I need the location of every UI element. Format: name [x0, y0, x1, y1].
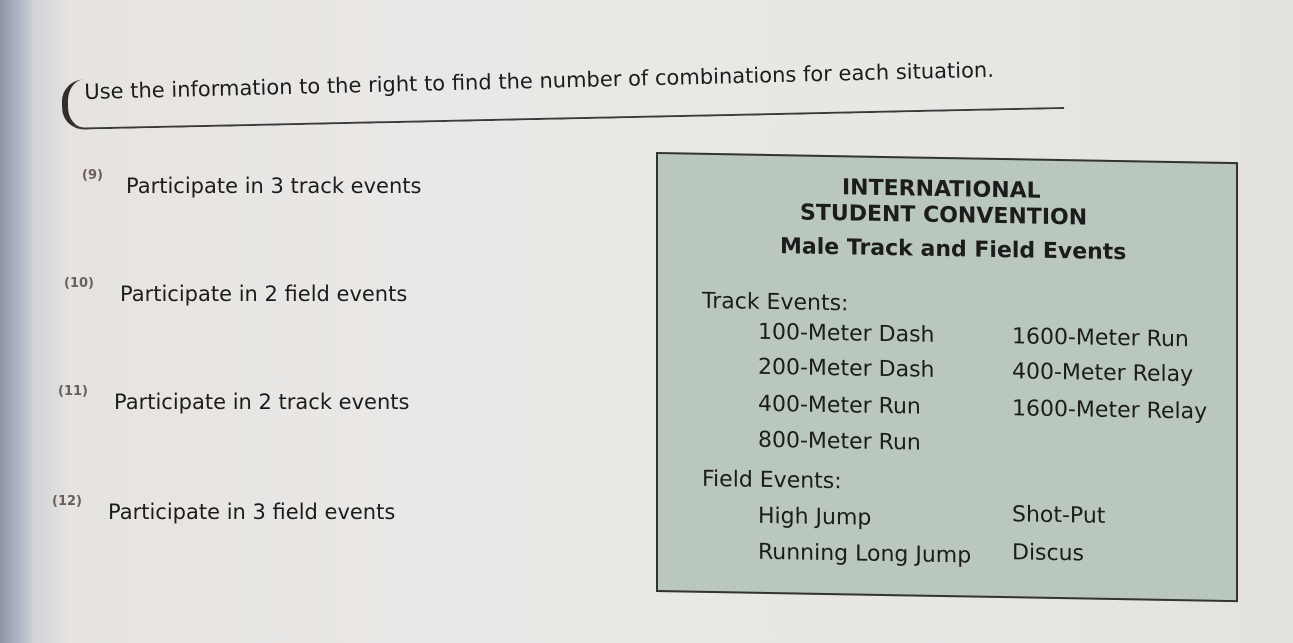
field-heading: Field Events: [702, 466, 842, 495]
book-spine-shadow [0, 0, 34, 643]
problem-number: (10) [64, 276, 94, 291]
instruction-text: Use the information to the right to find the number of combinations for each situation. [84, 57, 995, 104]
track-event: 200-Meter Dash [758, 354, 935, 383]
problem-number: (9) [82, 168, 103, 183]
box-title-line2: STUDENT CONVENTION [800, 200, 1088, 231]
info-box [656, 152, 1238, 602]
problem-text: Participate in 3 field events [108, 500, 396, 524]
track-event: 1600-Meter Relay [1012, 396, 1208, 425]
track-event: 100-Meter Dash [758, 319, 935, 348]
field-event: Shot-Put [1012, 502, 1106, 529]
problem-text: Participate in 2 field events [120, 282, 408, 306]
field-event: High Jump [758, 503, 872, 531]
track-event: 800-Meter Run [758, 427, 921, 456]
track-event: 1600-Meter Run [1012, 324, 1189, 353]
problem-number: (11) [58, 384, 88, 399]
track-heading: Track Events: [702, 288, 849, 317]
problem-text: Participate in 2 track events [114, 390, 410, 414]
track-event: 400-Meter Relay [1012, 359, 1194, 388]
box-title-line1: INTERNATIONAL [842, 175, 1041, 204]
track-event: 400-Meter Run [758, 391, 921, 420]
problem-number: (12) [52, 494, 82, 509]
field-event: Running Long Jump [758, 539, 972, 569]
box-subtitle: Male Track and Field Events [780, 234, 1127, 266]
problem-text: Participate in 3 track events [126, 174, 422, 198]
field-event: Discus [1012, 540, 1085, 567]
